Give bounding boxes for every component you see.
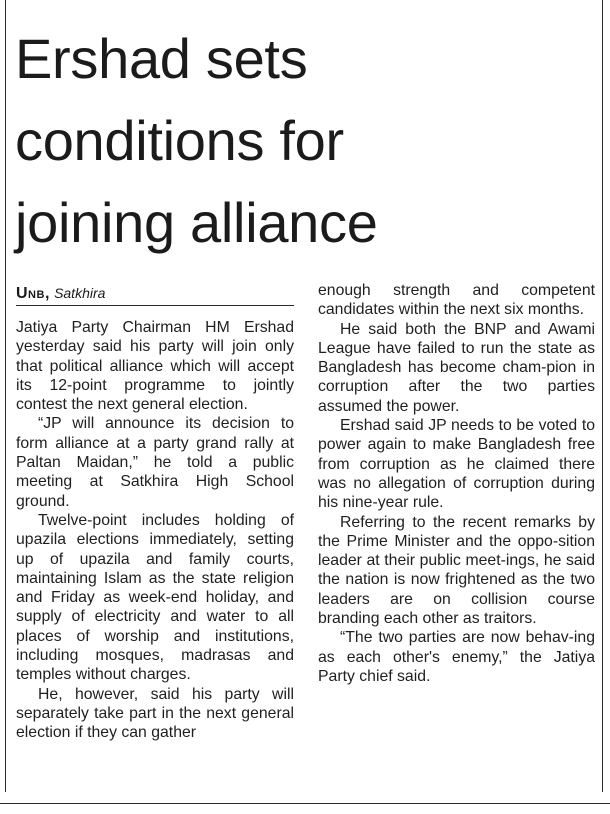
byline-location: Satkhira (54, 285, 106, 301)
paragraph: Ershad said JP needs to be voted to power again to make Bangladesh free from corruption as he claimed there was no allegation of corruption during his nine-year rule. (318, 417, 595, 512)
right-column (318, 281, 595, 686)
paragraph: “The two parties are now behav-ing as each other's enemy,” the Jatiya Party chief said. (318, 629, 595, 685)
paragraph: Twelve-point includes holding of upazila elections immediately, setting up of upazila and family courts, maintaining Islam as the state religion and Friday as week-end holiday, and supply of electricity and water to all places of worship and institutions, including mosques, madrasas and temples without charges. (16, 511, 294, 684)
paragraph: “JP will announce its decision to form alliance at a party grand rally at Paltan Maidan,” he told a public meeting at Satkhira High School ground. (16, 415, 294, 510)
paragraph: Referring to the recent remarks by the Prime Minister and the oppo-sition leader at their public meet-ings, he said the nation is now frightened as the two leaders are on collision course branding each other as traitors. (318, 513, 595, 628)
paragraph: enough strength and competent candidates within the next six months. (318, 282, 595, 319)
paragraph: Jatiya Party Chairman HM Ershad yesterday said his party will join only that political alliance which will accept its 12-point programme to jointly contest the next general election. (16, 319, 294, 414)
byline-agency: Unb, (16, 285, 50, 302)
paragraph: He said both the BNP and Awami League have failed to run the state as Bangladesh has become cham-pion in corruption after the two parties assumed the power. (318, 320, 595, 415)
left-column (16, 318, 294, 743)
bottom-rule (0, 803, 610, 804)
headline: Ershad sets conditions for joining alliance (15, 27, 378, 254)
paragraph: He, however, said his party will separately take part in the next general election if they can gather (16, 685, 294, 742)
byline (16, 284, 294, 306)
